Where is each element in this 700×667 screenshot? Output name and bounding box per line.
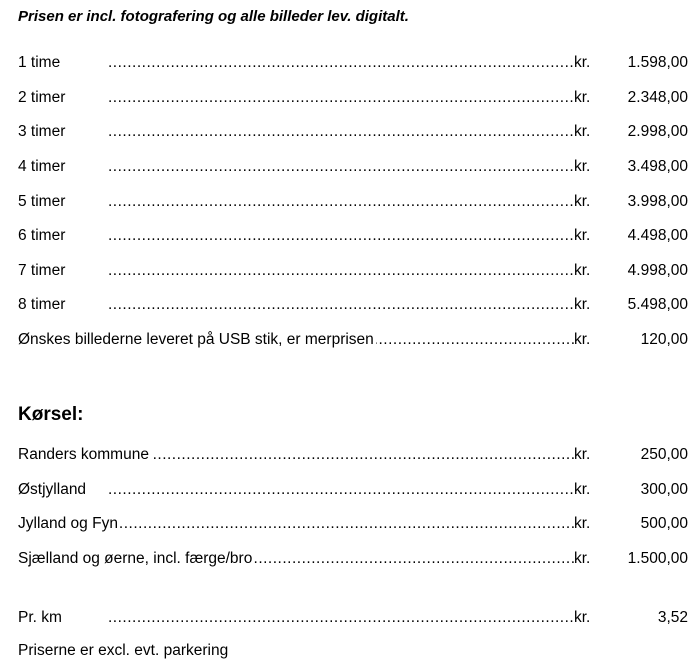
row-price: 1.500,00 xyxy=(627,550,688,567)
row-price: 1.598,00 xyxy=(627,54,688,71)
row-label: 3 timer xyxy=(18,121,67,143)
currency-label: kr. xyxy=(574,331,591,348)
row-price: 4.498,00 xyxy=(627,227,688,244)
row-price: 4.998,00 xyxy=(627,262,688,279)
row-price: 250,00 xyxy=(640,446,688,463)
dot-leader xyxy=(108,607,574,629)
driving-row-jylland-fyn xyxy=(18,513,688,535)
row-label: 8 timer xyxy=(18,294,67,316)
dot-leader xyxy=(108,121,574,143)
row-label: Randers kommune xyxy=(18,444,151,466)
price-row-4-hours xyxy=(18,156,688,178)
row-price: 500,00 xyxy=(640,515,688,532)
currency-label: kr. xyxy=(574,481,591,498)
currency-label: kr. xyxy=(574,262,591,279)
row-label: Ønskes billederne leveret på USB stik, er merprisen xyxy=(18,329,376,351)
parking-footnote: Priserne er excl. evt. parkering xyxy=(18,642,229,659)
price-row-usb xyxy=(18,329,688,351)
currency-label: kr. xyxy=(574,227,591,244)
row-label: Pr. km xyxy=(18,607,64,629)
currency-label: kr. xyxy=(574,123,591,140)
price-row-3-hours xyxy=(18,121,688,143)
dot-leader xyxy=(108,156,574,178)
row-label: Østjylland xyxy=(18,479,88,501)
intro-note: Prisen er incl. fotografering og alle billeder lev. digitalt. xyxy=(18,8,409,25)
dot-leader xyxy=(108,294,574,316)
row-label: 4 timer xyxy=(18,156,67,178)
driving-row-randers xyxy=(18,444,688,466)
currency-label: kr. xyxy=(574,158,591,175)
dot-leader xyxy=(108,87,574,109)
currency-label: kr. xyxy=(574,193,591,210)
driving-row-sjaelland xyxy=(18,548,688,570)
row-label: 5 timer xyxy=(18,191,67,213)
currency-label: kr. xyxy=(574,515,591,532)
price-row-5-hours xyxy=(18,191,688,213)
row-price: 3.498,00 xyxy=(627,158,688,175)
currency-label: kr. xyxy=(574,550,591,567)
row-price: 3.998,00 xyxy=(627,193,688,210)
row-label: 7 timer xyxy=(18,260,67,282)
row-label: 6 timer xyxy=(18,225,67,247)
row-price: 2.998,00 xyxy=(627,123,688,140)
row-price: 3,52 xyxy=(657,609,688,626)
row-price: 5.498,00 xyxy=(627,296,688,313)
currency-label: kr. xyxy=(574,54,591,71)
row-label: 1 time xyxy=(18,52,62,74)
currency-label: kr. xyxy=(574,446,591,463)
row-price: 120,00 xyxy=(640,331,688,348)
driving-heading: Kørsel: xyxy=(18,404,84,425)
row-label: 2 timer xyxy=(18,87,67,109)
dot-leader xyxy=(108,260,574,282)
row-price: 300,00 xyxy=(640,481,688,498)
row-label: Jylland og Fyn xyxy=(18,513,120,535)
driving-row-ostjylland xyxy=(18,479,688,501)
per-km-row xyxy=(18,607,688,629)
row-price: 2.348,00 xyxy=(627,89,688,106)
price-row-2-hours xyxy=(18,87,688,109)
dot-leader xyxy=(108,225,574,247)
dot-leader xyxy=(108,52,574,74)
row-label: Sjælland og øerne, incl. færge/bro xyxy=(18,548,254,570)
dot-leader xyxy=(108,479,574,501)
currency-label: kr. xyxy=(574,89,591,106)
currency-label: kr. xyxy=(574,609,591,626)
price-row-6-hours xyxy=(18,225,688,247)
dot-leader xyxy=(108,191,574,213)
currency-label: kr. xyxy=(574,296,591,313)
price-row-8-hours xyxy=(18,294,688,316)
price-row-1-hour xyxy=(18,52,688,74)
price-row-7-hours xyxy=(18,260,688,282)
